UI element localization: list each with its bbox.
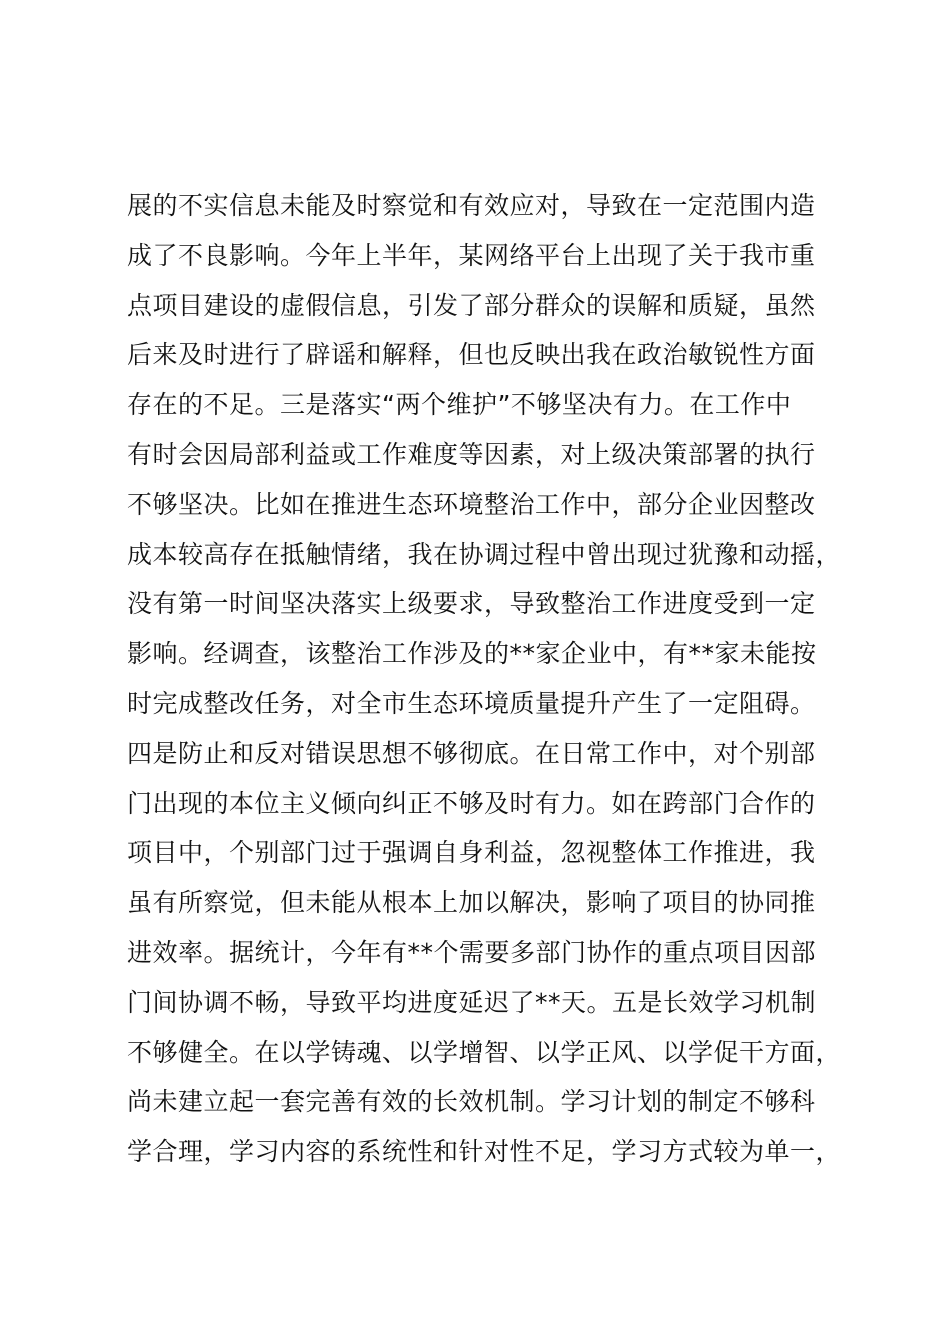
- text-line: 进效率。据统计，今年有**个需要多部门协作的重点项目因部: [127, 937, 817, 967]
- body-text: [127, 181, 857, 1177]
- text-line: 存在的不足。三是落实“两个维护”不够坚决有力。在工作中: [127, 390, 792, 420]
- text-line: 展的不实信息未能及时察觉和有效应对，导致在一定范围内造: [127, 191, 816, 220]
- text-line: 时完成整改任务，对全市生态环境质量提升产生了一定阻碍。: [127, 688, 816, 718]
- text-line: 没有第一时间坚决落实上级要求，导致整治工作进度受到一定: [127, 589, 816, 619]
- text-line: 不够健全。在以学铸魂、以学增智、以学正风、以学促干方面，: [127, 1037, 842, 1067]
- text-line: 尚未建立起一套完善有效的长效机制。学习计划的制定不够科: [127, 1087, 816, 1117]
- text-line: 有时会因局部利益或工作难度等因素，对上级决策部署的执行: [127, 439, 816, 469]
- text-line: 虽有所察觉，但未能从根本上加以解决，影响了项目的协同推: [127, 888, 816, 918]
- text-line: 不够坚决。比如在推进生态环境整治工作中，部分企业因整改: [127, 489, 816, 519]
- text-line: 项目中，个别部门过于强调自身利益，忽视整体工作推进，我: [127, 838, 816, 868]
- text-line: 四是防止和反对错误思想不够彻底。在日常工作中，对个别部: [127, 738, 816, 768]
- text-line: 门出现的本位主义倾向纠正不够及时有力。如在跨部门合作的: [127, 788, 816, 818]
- text-line: 门间协调不畅，导致平均进度延迟了**天。五是长效学习机制: [127, 987, 817, 1017]
- text-line: 影响。经调查，该整治工作涉及的**家企业中，有**家未能按: [127, 639, 817, 669]
- text-line: 点项目建设的虚假信息，引发了部分群众的误解和质疑，虽然: [127, 290, 816, 320]
- text-line: 成了不良影响。今年上半年，某网络平台上出现了关于我市重: [127, 240, 816, 270]
- text-line: 成本较高存在抵触情绪，我在协调过程中曾出现过犹豫和动摇，: [127, 539, 842, 569]
- text-line: 后来及时进行了辟谣和解释，但也反映出我在政治敏锐性方面: [127, 340, 816, 370]
- text-line: 学合理，学习内容的系统性和针对性不足，学习方式较为单一，: [127, 1137, 842, 1167]
